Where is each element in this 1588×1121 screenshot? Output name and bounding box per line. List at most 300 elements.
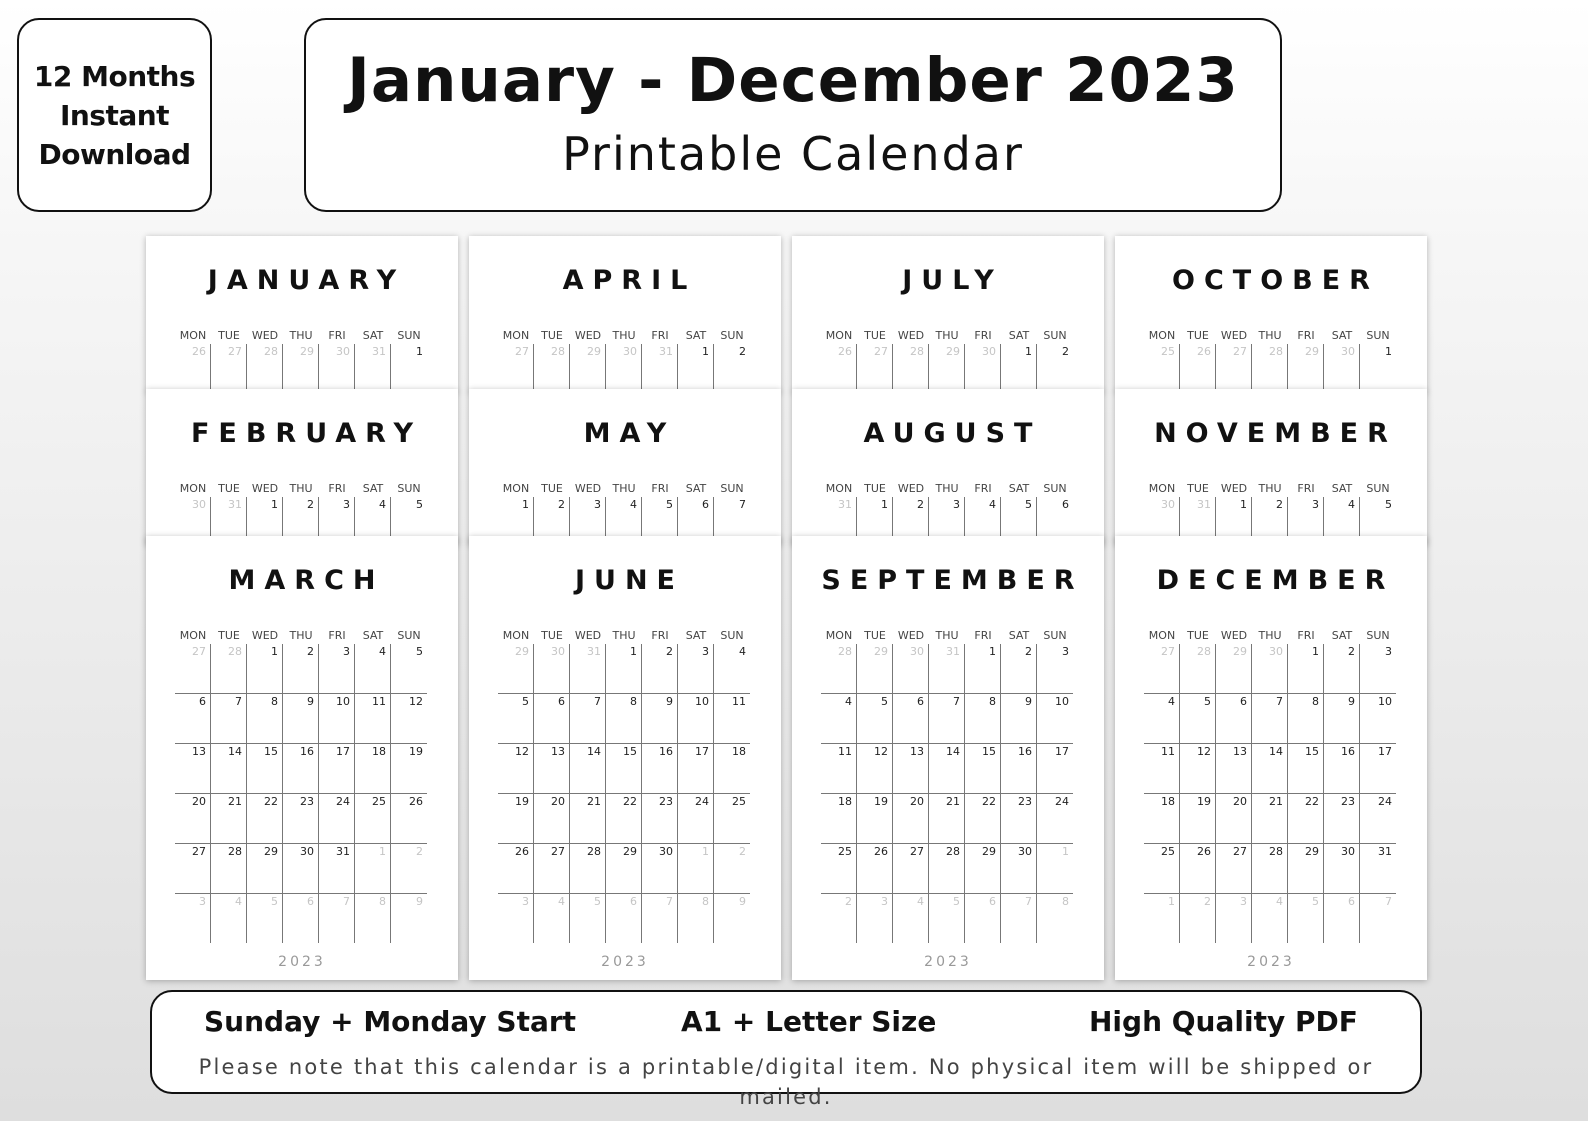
weekday-label: TUE: [541, 629, 563, 642]
day-cell: 25: [732, 795, 746, 808]
day-cell: 19: [409, 745, 423, 758]
month-grid: [1144, 328, 1396, 392]
day-cell: 28: [570, 844, 606, 893]
day-cell: 27: [175, 844, 211, 893]
day-cell: 29: [1288, 844, 1324, 893]
weekday-label: SUN: [720, 629, 744, 642]
weekday-label: WED: [1220, 482, 1248, 495]
weekday-label: WED: [574, 329, 602, 342]
day-cell: 20: [534, 794, 570, 843]
day-cell: 16: [642, 744, 678, 793]
day-cell: 23: [1324, 794, 1360, 843]
adjacent-month-day: 30: [319, 344, 355, 392]
adjacent-month-day: 30: [1324, 344, 1360, 392]
weekday-label: SUN: [720, 482, 744, 495]
weekday-label: THU: [612, 482, 636, 495]
week-row: [498, 844, 750, 894]
day-cell: 18: [1144, 794, 1180, 843]
day-cell: 26: [1180, 844, 1216, 893]
day-cell: 7: [929, 694, 965, 743]
weekday-label: SUN: [1366, 629, 1390, 642]
adjacent-month-day: 5: [570, 894, 606, 943]
adjacent-month-day: 27: [498, 344, 534, 392]
week-row: [821, 844, 1073, 894]
weekday-label: THU: [935, 482, 959, 495]
adjacent-month-day: 30: [534, 644, 570, 693]
week-row: [498, 794, 750, 844]
day-cell: 14: [570, 744, 606, 793]
day-cell: 2: [1324, 644, 1360, 693]
instant-download-badge: [17, 18, 212, 212]
week-row: [498, 894, 750, 943]
day-cell: 2: [739, 345, 746, 358]
day-cell: 17: [1378, 745, 1392, 758]
weekday-label: MON: [1148, 482, 1176, 495]
weekday-label: MON: [502, 329, 530, 342]
day-cell: 2: [1062, 345, 1069, 358]
day-cell: 27: [1216, 844, 1252, 893]
day-cell: 5: [1385, 498, 1392, 511]
day-cell: 28: [211, 844, 247, 893]
adjacent-month-day: 29: [283, 344, 319, 392]
adjacent-month-day: 30: [606, 344, 642, 392]
adjacent-month-day: 2: [821, 894, 857, 943]
weekday-label: WED: [1220, 629, 1248, 642]
adjacent-month-day: 30: [1252, 644, 1288, 693]
day-cell: 3: [319, 644, 355, 693]
month-name: MAY: [583, 418, 676, 449]
year-label: 2023: [601, 954, 649, 970]
adjacent-month-day: 8: [355, 894, 391, 943]
weekday-label: TUE: [1187, 629, 1209, 642]
weekday-label: WED: [897, 482, 925, 495]
day-cell: 12: [857, 744, 893, 793]
day-cell: 1: [678, 344, 714, 392]
weekday-label: FRI: [651, 329, 669, 342]
weekday-label: SAT: [362, 629, 384, 642]
week-row: [1144, 694, 1396, 744]
month-name: AUGUST: [863, 418, 1042, 449]
day-cell: 1: [965, 644, 1001, 693]
week-row: [175, 644, 427, 694]
adjacent-month-day: 28: [1252, 344, 1288, 392]
weekday-header-row: [498, 328, 750, 344]
day-cell: 14: [929, 744, 965, 793]
weekday-label: SUN: [397, 629, 421, 642]
weekday-header-row: [821, 481, 1073, 497]
weekday-label: MON: [825, 482, 853, 495]
day-cell: 28: [929, 844, 965, 893]
day-cell: 1: [1001, 344, 1037, 392]
day-cell: 26: [857, 844, 893, 893]
adjacent-month-day: 4: [1252, 894, 1288, 943]
weekday-label: SAT: [685, 329, 707, 342]
weekday-label: TUE: [218, 329, 240, 342]
day-cell: 4: [1324, 497, 1360, 545]
week-row: [1144, 794, 1396, 844]
day-cell: 10: [1055, 695, 1069, 708]
day-cell: 23: [283, 794, 319, 843]
day-cell: 30: [1001, 844, 1037, 893]
day-cell: 13: [534, 744, 570, 793]
weekday-label: THU: [1258, 629, 1282, 642]
weekday-label: FRI: [651, 629, 669, 642]
month-grid: [1144, 628, 1396, 943]
day-cell: 22: [965, 794, 1001, 843]
week-row: [175, 694, 427, 744]
day-cell: 5: [1001, 497, 1037, 545]
month-name: NOVEMBER: [1154, 418, 1397, 449]
month-page-may: [469, 389, 781, 545]
adjacent-month-day: 4: [211, 894, 247, 943]
day-cell: 2: [893, 497, 929, 545]
week-row: [821, 744, 1073, 794]
year-label: 2023: [924, 954, 972, 970]
features-footer: [150, 990, 1422, 1109]
week-row: [821, 794, 1073, 844]
day-cell: 30: [642, 844, 678, 893]
adjacent-month-day: 7: [319, 894, 355, 943]
weekday-label: TUE: [541, 329, 563, 342]
day-cell: 16: [283, 744, 319, 793]
weekday-label: TUE: [864, 629, 886, 642]
adjacent-month-day: 26: [175, 344, 211, 392]
day-cell: 13: [893, 744, 929, 793]
day-cell: 26: [409, 795, 423, 808]
week-row: [498, 644, 750, 694]
month-grid: [175, 328, 427, 392]
weekday-label: SAT: [1331, 629, 1353, 642]
adjacent-month-day: 28: [211, 644, 247, 693]
weekday-label: SAT: [1331, 329, 1353, 342]
weekday-label: MON: [179, 629, 207, 642]
day-cell: 4: [965, 497, 1001, 545]
weekday-label: SAT: [362, 329, 384, 342]
adjacent-month-day: 27: [175, 644, 211, 693]
day-cell: 9: [642, 694, 678, 743]
day-cell: 25: [1144, 844, 1180, 893]
day-cell: 1: [1385, 345, 1392, 358]
month-page-august: [792, 389, 1104, 545]
day-cell: 4: [821, 694, 857, 743]
adjacent-month-day: 7: [642, 894, 678, 943]
day-cell: 17: [1055, 745, 1069, 758]
adjacent-month-day: 29: [498, 644, 534, 693]
day-cell: 2: [1001, 644, 1037, 693]
adjacent-month-day: 31: [211, 497, 247, 545]
day-cell: 1: [498, 497, 534, 545]
day-cell: 5: [416, 498, 423, 511]
day-cell: 3: [1385, 645, 1392, 658]
day-cell: 26: [498, 844, 534, 893]
day-cell: 4: [606, 497, 642, 545]
weekday-label: SAT: [1008, 482, 1030, 495]
month-name: JANUARY: [207, 265, 406, 296]
year-label: 2023: [1247, 954, 1295, 970]
weekday-label: SUN: [1043, 329, 1067, 342]
day-cell: 7: [739, 498, 746, 511]
month-grid: [498, 328, 750, 392]
month-grid: [821, 328, 1073, 392]
weekday-label: TUE: [1187, 329, 1209, 342]
month-name: JUNE: [574, 565, 684, 596]
weekday-label: WED: [251, 329, 279, 342]
adjacent-month-day: 9: [416, 895, 423, 908]
weekday-label: SAT: [362, 482, 384, 495]
weekday-header-row: [498, 628, 750, 644]
month-page-september: [792, 536, 1104, 980]
month-name: APRIL: [562, 265, 697, 296]
day-cell: 7: [570, 694, 606, 743]
weekday-header-row: [821, 328, 1073, 344]
weekday-label: MON: [502, 482, 530, 495]
adjacent-month-day: 30: [965, 344, 1001, 392]
day-cell: 5: [857, 694, 893, 743]
day-cell: 5: [416, 645, 423, 658]
day-cell: 6: [534, 694, 570, 743]
day-cell: 2: [1252, 497, 1288, 545]
day-cell: 12: [1180, 744, 1216, 793]
day-cell: 4: [1144, 694, 1180, 743]
day-cell: 29: [247, 844, 283, 893]
weekday-label: TUE: [1187, 482, 1209, 495]
day-cell: 1: [416, 345, 423, 358]
adjacent-month-day: 2: [739, 845, 746, 858]
day-cell: 13: [1216, 744, 1252, 793]
week-row: [1144, 344, 1396, 392]
month-page-january: [146, 236, 458, 392]
adjacent-month-day: 25: [1144, 344, 1180, 392]
day-cell: 2: [534, 497, 570, 545]
day-cell: 3: [678, 644, 714, 693]
day-cell: 18: [355, 744, 391, 793]
day-cell: 9: [283, 694, 319, 743]
week-row: [821, 694, 1073, 744]
weekday-label: FRI: [1297, 482, 1315, 495]
day-cell: 24: [319, 794, 355, 843]
weekday-label: FRI: [328, 329, 346, 342]
day-cell: 21: [929, 794, 965, 843]
day-cell: 22: [606, 794, 642, 843]
adjacent-month-day: 7: [1001, 894, 1037, 943]
day-cell: 1: [247, 497, 283, 545]
day-cell: 4: [739, 645, 746, 658]
weekday-label: WED: [1220, 329, 1248, 342]
day-cell: 15: [965, 744, 1001, 793]
weekday-label: SAT: [685, 629, 707, 642]
week-row: [1144, 644, 1396, 694]
day-cell: 8: [247, 694, 283, 743]
feature-start-day: Sunday + Monday Start: [204, 1005, 577, 1038]
day-cell: 11: [1144, 744, 1180, 793]
weekday-header-row: [175, 328, 427, 344]
month-name: MARCH: [228, 565, 385, 596]
weekday-label: SAT: [1008, 329, 1030, 342]
adjacent-month-day: 9: [739, 895, 746, 908]
day-cell: 25: [355, 794, 391, 843]
day-cell: 22: [1288, 794, 1324, 843]
week-row: [175, 794, 427, 844]
month-page-march: [146, 536, 458, 980]
month-page-october: [1115, 236, 1427, 392]
weekday-label: TUE: [218, 629, 240, 642]
adjacent-month-day: 29: [929, 344, 965, 392]
weekday-header-row: [1144, 481, 1396, 497]
adjacent-month-day: 3: [498, 894, 534, 943]
weekday-label: SUN: [1366, 329, 1390, 342]
day-cell: 14: [211, 744, 247, 793]
adjacent-month-day: 1: [355, 844, 391, 893]
calendar-column: [469, 236, 781, 980]
subtitle: Printable Calendar: [562, 127, 1024, 181]
week-row: [821, 644, 1073, 694]
adjacent-month-day: 27: [857, 344, 893, 392]
day-cell: 23: [1001, 794, 1037, 843]
adjacent-month-day: 27: [1144, 644, 1180, 693]
day-cell: 1: [606, 644, 642, 693]
weekday-label: FRI: [974, 329, 992, 342]
day-cell: 6: [678, 497, 714, 545]
day-cell: 17: [678, 744, 714, 793]
day-cell: 4: [355, 497, 391, 545]
day-cell: 15: [606, 744, 642, 793]
adjacent-month-day: 6: [1324, 894, 1360, 943]
weekday-header-row: [175, 628, 427, 644]
adjacent-month-day: 31: [355, 344, 391, 392]
weekday-label: THU: [935, 629, 959, 642]
adjacent-month-day: 2: [416, 845, 423, 858]
badge-line: Instant: [59, 98, 170, 132]
weekday-label: MON: [825, 629, 853, 642]
adjacent-month-day: 4: [893, 894, 929, 943]
day-cell: 7: [211, 694, 247, 743]
month-name: JULY: [902, 265, 1003, 296]
day-cell: 3: [929, 497, 965, 545]
day-cell: 10: [1378, 695, 1392, 708]
day-cell: 1: [857, 497, 893, 545]
adjacent-month-day: 3: [1216, 894, 1252, 943]
day-cell: 16: [1001, 744, 1037, 793]
calendar-column: [792, 236, 1104, 980]
month-page-june: [469, 536, 781, 980]
weekday-header-row: [1144, 328, 1396, 344]
day-cell: 6: [175, 694, 211, 743]
weekday-label: FRI: [651, 482, 669, 495]
day-cell: 1: [1216, 497, 1252, 545]
adjacent-month-day: 8: [1062, 895, 1069, 908]
adjacent-month-day: 1: [678, 844, 714, 893]
adjacent-month-day: 7: [1385, 895, 1392, 908]
weekday-label: TUE: [864, 329, 886, 342]
day-cell: 6: [1062, 498, 1069, 511]
month-page-december: [1115, 536, 1427, 980]
day-cell: 17: [319, 744, 355, 793]
day-cell: 21: [570, 794, 606, 843]
month-name: DECEMBER: [1156, 565, 1395, 596]
day-cell: 6: [893, 694, 929, 743]
weekday-label: WED: [897, 629, 925, 642]
week-row: [498, 694, 750, 744]
day-cell: 4: [355, 644, 391, 693]
day-cell: 8: [965, 694, 1001, 743]
adjacent-month-day: 5: [929, 894, 965, 943]
weekday-label: FRI: [328, 629, 346, 642]
calendar-column: [146, 236, 458, 980]
day-cell: 18: [821, 794, 857, 843]
day-cell: 28: [1252, 844, 1288, 893]
month-name: OCTOBER: [1172, 265, 1379, 296]
weekday-label: SUN: [1366, 482, 1390, 495]
adjacent-month-day: 29: [570, 344, 606, 392]
weekday-label: SAT: [1331, 482, 1353, 495]
adjacent-month-day: 8: [678, 894, 714, 943]
week-row: [175, 844, 427, 894]
adjacent-month-day: 29: [1216, 644, 1252, 693]
day-cell: 14: [1252, 744, 1288, 793]
weekday-label: SAT: [1008, 629, 1030, 642]
adjacent-month-day: 6: [965, 894, 1001, 943]
day-cell: 21: [211, 794, 247, 843]
weekday-label: THU: [935, 329, 959, 342]
adjacent-month-day: 1: [1144, 894, 1180, 943]
day-cell: 24: [1055, 795, 1069, 808]
weekday-header-row: [498, 481, 750, 497]
feature-pdf-quality: High Quality PDF: [1089, 1005, 1358, 1038]
day-cell: 29: [965, 844, 1001, 893]
week-row: [821, 344, 1073, 392]
day-cell: 12: [409, 695, 423, 708]
weekday-label: FRI: [974, 482, 992, 495]
adjacent-month-day: 3: [857, 894, 893, 943]
weekday-label: MON: [1148, 329, 1176, 342]
weekday-header-row: [175, 481, 427, 497]
weekday-label: TUE: [864, 482, 886, 495]
adjacent-month-day: 30: [175, 497, 211, 545]
day-cell: 20: [1216, 794, 1252, 843]
day-cell: 2: [283, 644, 319, 693]
day-cell: 31: [319, 844, 355, 893]
weekday-label: MON: [825, 329, 853, 342]
adjacent-month-day: 28: [821, 644, 857, 693]
week-row: [1144, 844, 1396, 894]
weekday-label: THU: [612, 629, 636, 642]
day-cell: 21: [1252, 794, 1288, 843]
day-cell: 16: [1324, 744, 1360, 793]
day-cell: 30: [1324, 844, 1360, 893]
day-cell: 18: [732, 745, 746, 758]
day-cell: 6: [1216, 694, 1252, 743]
adjacent-month-day: 5: [247, 894, 283, 943]
day-cell: 3: [1062, 645, 1069, 658]
day-cell: 20: [175, 794, 211, 843]
weekday-header-row: [821, 628, 1073, 644]
month-grid: [821, 628, 1073, 943]
weekday-label: SUN: [720, 329, 744, 342]
adjacent-month-day: 31: [642, 344, 678, 392]
day-cell: 23: [642, 794, 678, 843]
weekday-label: THU: [1258, 329, 1282, 342]
week-row: [821, 894, 1073, 943]
main-title: January - December 2023: [347, 45, 1239, 116]
adjacent-month-day: 29: [1288, 344, 1324, 392]
adjacent-month-day: 1: [1062, 845, 1069, 858]
adjacent-month-day: 4: [534, 894, 570, 943]
title-banner: [304, 18, 1282, 212]
day-cell: 19: [1180, 794, 1216, 843]
month-name: FEBRUARY: [190, 418, 423, 449]
day-cell: 15: [247, 744, 283, 793]
weekday-label: WED: [574, 629, 602, 642]
